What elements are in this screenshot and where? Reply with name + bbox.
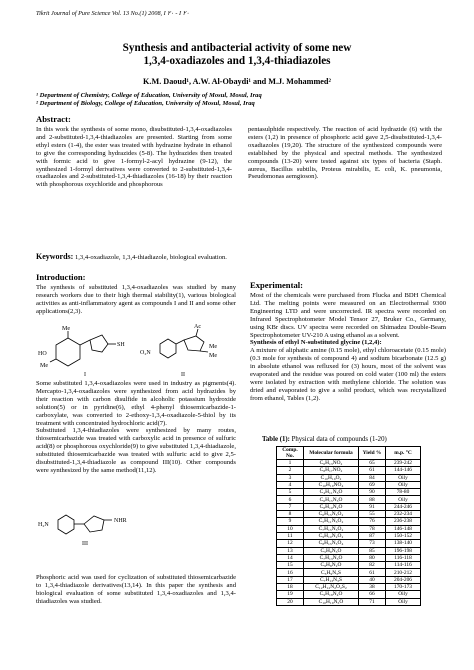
cell-yield: 87 [359, 532, 386, 539]
table-row [277, 460, 421, 467]
cell-mp: 146-148 [386, 525, 421, 532]
table-row [277, 496, 421, 503]
cell-comp-no: 1 [277, 460, 304, 467]
cell-yield: 80 [359, 554, 386, 561]
table-row [277, 481, 421, 488]
table-row [277, 511, 421, 518]
structures-i-ii [36, 322, 236, 378]
abstract-right [248, 126, 442, 181]
cell-formula: C₇H₁₃N₃S [304, 576, 359, 583]
cell-comp-no: 16 [277, 569, 304, 576]
title-line-2: 1,3,4-oxadiazoles and 1,3,4-thiadiazoles [143, 55, 331, 67]
abstract-heading: Abstract: [36, 114, 71, 124]
table-row [277, 467, 421, 474]
cell-formula: C₈H₁₇NO₂ [304, 467, 359, 474]
table-row [277, 591, 421, 598]
cell-mp: Oily [386, 481, 421, 488]
table-1-caption: Physical data of compounds (1-20) [289, 436, 387, 443]
table-1 [276, 446, 421, 606]
intro-p2: Some substituted 1,3,4-oxadiazoles were used in industry as pigments(4). Mercapto-1,3,4-oxadiazoles were synthesized from acid hydrazides by their reaction with carbon disulfide in alcoholic potassium hydroxide solution(5) or in pyridine(6), ethyl 4-phenyl thiosemicarbazide-1-carboxylate, was converted to 2-ethoxy-1,3,4-oxadiazole-5-thiol by its treatment with concentrated hydrochloric acid(7). [36, 380, 236, 427]
keywords-text: 1,3,4-oxadiazole, 1,3,4-thiadiazole, biological evaluation. [74, 254, 227, 261]
cell-formula: C₁₀H₁₉N₅O [304, 598, 359, 605]
structure-label-ii: II [181, 372, 185, 378]
cell-formula: C₅H₉N₃O [304, 547, 359, 554]
cell-yield: 73 [359, 540, 386, 547]
header-molecular-formula: Molecular formula [304, 447, 359, 460]
table-row [277, 532, 421, 539]
struct-ii-ac: Ac [194, 324, 201, 330]
cell-formula: C₁₂H₁₂N₂O₂S₂ [304, 584, 359, 591]
introduction-heading: Introduction: [36, 272, 86, 282]
struct-ii-me-2: Me [209, 353, 217, 359]
structure-label-i: I [84, 372, 86, 378]
paper-title [40, 42, 434, 68]
intro-p1: The synthesis of substituted 1,3,4-oxadiazoles was studied by many research workers due to their high thermal stability(1), various biological activities as anti-inflammatory agent as compounds I and II and some other applications(2,3). [36, 284, 236, 315]
keywords-label: Keywords: [36, 252, 74, 261]
table-row [277, 547, 421, 554]
cell-comp-no: 8 [277, 511, 304, 518]
table-row [277, 554, 421, 561]
cell-yield: 76 [359, 518, 386, 525]
cell-comp-no: 3 [277, 474, 304, 481]
header-comp-no: Comp. No. [277, 447, 304, 460]
header-yield: Yield % [359, 447, 386, 460]
authors: K.M. Daoud¹, A.W. Al-Obaydi¹ and M.J. Mohammed² [143, 77, 331, 86]
experimental-heading: Experimental: [250, 280, 303, 290]
cell-mp: 150-152 [386, 532, 421, 539]
cell-mp: 170-173 [386, 584, 421, 591]
cell-comp-no: 20 [277, 598, 304, 605]
struct-iii-nhr: NHR [114, 518, 127, 524]
cell-formula: C₄H₁₁N₃O [304, 489, 359, 496]
struct-ii-me-1: Me [209, 344, 217, 350]
cell-comp-no: 2 [277, 467, 304, 474]
cell-comp-no: 11 [277, 532, 304, 539]
cell-comp-no: 5 [277, 489, 304, 496]
cell-comp-no: 19 [277, 591, 304, 598]
struct-i-sh: SH [117, 342, 125, 348]
cell-comp-no: 18 [277, 584, 304, 591]
abstract-left [36, 126, 232, 189]
cell-mp: 116-118 [386, 554, 421, 561]
header-mp: m.p. °C [386, 447, 421, 460]
table-row [277, 525, 421, 532]
cell-yield: 82 [359, 562, 386, 569]
cell-mp: Oily [386, 496, 421, 503]
cell-formula: C₇H₁₃N₃O [304, 554, 359, 561]
cell-formula: C₆H₁₅N₃O [304, 496, 359, 503]
cell-comp-no: 12 [277, 540, 304, 547]
cell-comp-no: 4 [277, 481, 304, 488]
cell-mp: 138-140 [386, 540, 421, 547]
cell-formula: C₅H₁₁N₃O₂ [304, 518, 359, 525]
cell-yield: 61 [359, 467, 386, 474]
cell-comp-no: 14 [277, 554, 304, 561]
cell-comp-no: 13 [277, 547, 304, 554]
table-row [277, 569, 421, 576]
table-1-label: Table (1): [262, 436, 290, 443]
struct-ii-o2n: O₂N [140, 350, 151, 356]
struct-iii-h2n: H₂N [38, 522, 49, 528]
experimental-p1: Most of the chemicals were purchased from Flucka and BDH Chemical Ltd. The melting points were measured on an Electrothermal 9300 Engineering LTD and were uncorrected. IR spectra were recorded on Infrared Spectrophotometer Model Tensor 27, Bruker Co., Germany, using KBr discs. UV spectra were recorded on Shimadzu Double-Beam Spectrophotometer UV-210 A using ethanol as a solvent. [250, 292, 446, 339]
experimental-subheading: Synthesis of ethyl N-substituted glycine (1,2,4): [250, 339, 382, 347]
cell-yield: 90 [359, 489, 386, 496]
cell-formula: C₈H₁₀N₂O [304, 503, 359, 510]
cell-formula: C₅H₉N₃S [304, 569, 359, 576]
abstract-text-left: In this work the synthesis of some mono, disubstituted-1,3,4-oxadiazoles and 2-substituted-1,3,4-thiadiazoles are presented. Starting from some ethyl esters (1-4), the ester was treated with hydrazine hydrate in ethanol to give the corresponding hydrazides (5-8). The hydrazides then treated with formic acid to give 1-formyl-2-acyl hydrazine (9-12), the synthesized 1-formyl derivatives were converted to 2-substituted-1,3,4-oxadiazoles and 2-substituted-1,3,4-thiadiazoles (16-18) by their reaction with phosphorous oxychloride and phosphorous [36, 126, 232, 189]
cell-formula: C₉H₁₀N₂O₂ [304, 532, 359, 539]
cell-formula: C₉H₁₈N₄O [304, 591, 359, 598]
cell-comp-no: 7 [277, 503, 304, 510]
table-row [277, 474, 421, 481]
intro-p4-block [36, 574, 236, 606]
cell-yield: 38 [359, 584, 386, 591]
cell-mp: Oily [386, 598, 421, 605]
table-row [277, 503, 421, 510]
intro-p1-block [36, 284, 236, 316]
cell-yield: 66 [359, 591, 386, 598]
cell-mp: 232-234 [386, 511, 421, 518]
title-line-1: Synthesis and antibacterial activity of some new [122, 42, 352, 54]
cell-comp-no: 15 [277, 562, 304, 569]
table-row [277, 584, 421, 591]
struct-i-me-top: Me [62, 326, 70, 332]
table-row [277, 598, 421, 605]
cell-formula: C₇H₁₅N₃O₂ [304, 525, 359, 532]
table-row [277, 562, 421, 569]
cell-mp: Oily [386, 591, 421, 598]
cell-mp: 239-242 [386, 460, 421, 467]
cell-mp: 244-246 [386, 503, 421, 510]
structure-i-drawing [50, 331, 116, 366]
cell-formula: C₉H₈N₂O [304, 562, 359, 569]
cell-yield: 61 [359, 569, 386, 576]
abstract-text-right: pentasulphide respectively. The reaction of acid hydrazide (6) with the esters (1,2) in presence of phosphoric acid gave 2,5-disubstituted-1,3,4-oxadiazoles (19,20). The structure of the synthesized compounds were established by the physical and spectral methods. The synthesized compounds (13-20) were tested against six types of bacteria (Staph. aureus, Bacillus subtilis, Proteus mirabilis, E. coli, K. pneumonia, Pseudomonas aemgioson). [248, 126, 442, 181]
cell-yield: 65 [359, 460, 386, 467]
cell-mp: 144-146 [386, 467, 421, 474]
cell-mp: 236-238 [386, 518, 421, 525]
cell-mp: 210-212 [386, 569, 421, 576]
structure-iii [36, 506, 236, 548]
cell-formula: C₆H₁₃NO₂ [304, 460, 359, 467]
cell-mp: 204-206 [386, 576, 421, 583]
affiliation-1: ¹ Department of Chemistry, College of Education, University of Mosul, Mosul, Iraq [36, 92, 262, 99]
cell-formula: C₁₀H₁₉NO₄ [304, 481, 359, 488]
cell-yield: 69 [359, 481, 386, 488]
intro-p3: Substituted 1,3,4-thiadiazoles were synthesized by many routes, thiosemicarbazide was treated with carboxylic acid in presence of sulfuric acid(8) or phosphorous oxychloride(9) to give substituted 1,3,4-thiadiazole, substituted thiosemicarbazide was treated with sulfuric acid to give 2,5-disubstituted-1,3,4-thiadiazole as compound III(10). Other compounds were synthesized by the same method(11,12). [36, 427, 236, 474]
table-row [277, 540, 421, 547]
table-1-body [277, 460, 421, 606]
cell-mp: 196-198 [386, 547, 421, 554]
cell-yield: 55 [359, 511, 386, 518]
struct-i-ho: HO [38, 351, 47, 357]
affiliation-2: ² Department of Biology, College of Education, University of Mosul, Mosul, Iraq [36, 100, 255, 107]
cell-mp: Oily [386, 474, 421, 481]
table-1-title [262, 436, 387, 443]
cell-yield: 91 [359, 503, 386, 510]
cell-yield: 85 [359, 547, 386, 554]
cell-comp-no: 9 [277, 518, 304, 525]
cell-formula: C₁₀H₁₉O₂ [304, 474, 359, 481]
cell-mp: 114-116 [386, 562, 421, 569]
cell-comp-no: 17 [277, 576, 304, 583]
cell-formula: C₆H₁₅N₅O₂ [304, 511, 359, 518]
keywords [36, 252, 436, 261]
cell-yield: 40 [359, 576, 386, 583]
cell-yield: 71 [359, 598, 386, 605]
cell-yield: 84 [359, 474, 386, 481]
cell-comp-no: 10 [277, 525, 304, 532]
experimental-p2: A mixture of aliphatic amine (0.15 mole), ethyl chloroacetate (0.15 mole) (0.3 mole for synthesis of compound 4) and sodium bicarbonate (12.5 g) in absolute ethanol was refluxed for (3) hours, most of the solvent was evaporated and the residue was poured on cold water (100 ml) the esters were isolated by extraction with methylene chloride. The solution was dried and evaporated to give a solid product, which was recrystallized from ethanol, Tables (1,2). [250, 347, 446, 402]
cell-yield: 78 [359, 525, 386, 532]
table-row [277, 489, 421, 496]
cell-formula: C₈H₁₅N₅O₄ [304, 540, 359, 547]
table-row [277, 518, 421, 525]
table-row [277, 576, 421, 583]
cell-comp-no: 6 [277, 496, 304, 503]
intro-p4: Phosphoric acid was used for cyclization of substituted thiosemicarbazide to 1,3,4-thiadiazole derivatives(13,14). In this paper the synthesis and biological evaluation of some substituted 1,3,4-oxadiazoles and 1,3,4-thiadiazoles was studied. [36, 574, 236, 605]
experimental-block [250, 292, 446, 403]
cell-yield: 88 [359, 496, 386, 503]
cell-mp: 78-80 [386, 489, 421, 496]
struct-i-me-bottom: Me [40, 363, 48, 369]
running-head: Tikrit Journal of Pure Science Vol. 13 No.(1) 2008, I ۲۰ - I ۲۰ [36, 10, 190, 17]
table-header-row [277, 447, 421, 460]
structure-ii-drawing [160, 329, 208, 358]
structure-label-iii: III [82, 541, 88, 547]
intro-p2-p3-block [36, 380, 236, 475]
